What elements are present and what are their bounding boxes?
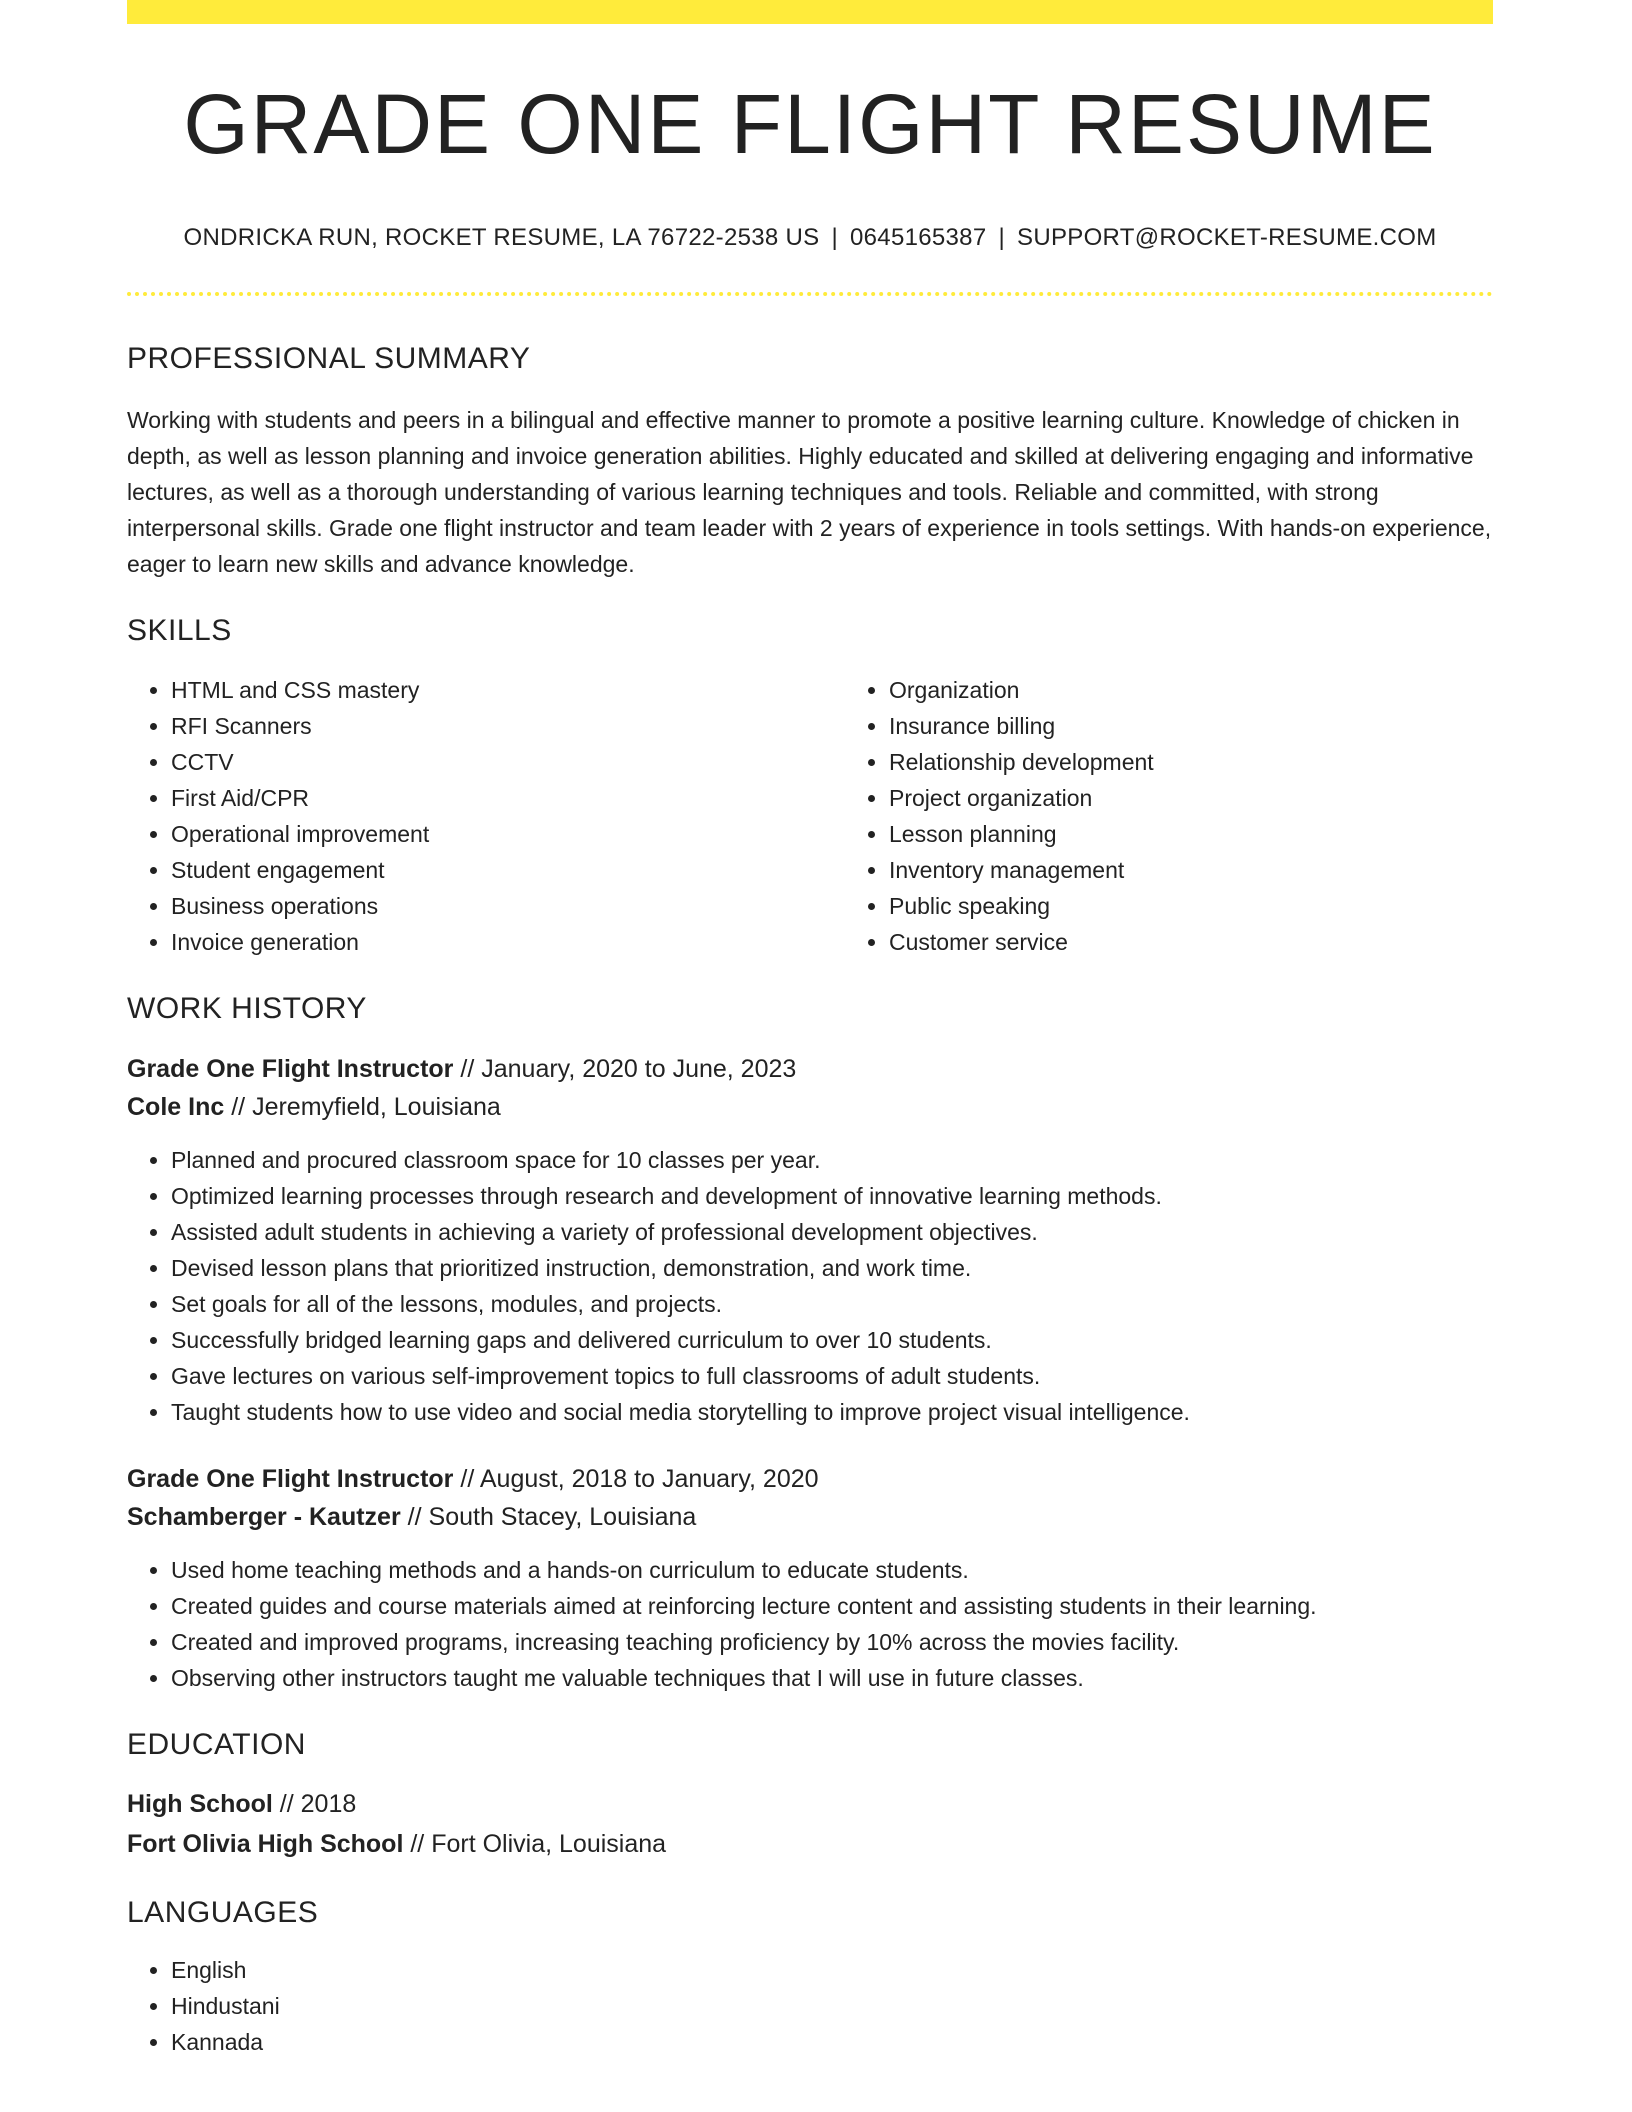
skills-heading: SKILLS [127, 614, 232, 647]
education-degree-line [127, 1784, 1493, 1824]
education-heading: EDUCATION [127, 1728, 306, 1761]
skill-item: • Operational improvement [171, 816, 845, 852]
job-bullet: • Devised lesson plans that prioritized instruction, demonstration, and work time. [171, 1250, 1493, 1286]
job-separator: // [460, 1055, 475, 1083]
work-history-heading: WORK HISTORY [127, 992, 367, 1025]
summary-text: Working with students and peers in a bilingual and effective manner to promote a positive learning culture. Knowledge of chicken in depth, as well as lesson planning and invoice generation abilities. Highly educated and skilled at delivering engaging and informative lectures, as well as a thorough understanding of various learning techniques and tools. Reliable and committed, with strong interpersonal skills. Grade one flight instructor and team leader with 2 years of experience in tools settings. With hands-on experience, eager to learn new skills and advance knowledge. [127, 407, 1492, 577]
job-separator: // [460, 1465, 475, 1493]
contact-separator: | [998, 224, 1006, 251]
education-year: 2018 [300, 1790, 357, 1818]
skill-item: • RFI Scanners [171, 708, 845, 744]
skill-item: • Invoice generation [171, 924, 845, 960]
job-separator: // [231, 1093, 246, 1121]
job-bullet: • Used home teaching methods and a hands-on curriculum to educate students. [171, 1552, 1493, 1588]
job-title-line [127, 1460, 1493, 1498]
skill-item: • Public speaking [889, 888, 1563, 924]
job-location: South Stacey, Louisiana [428, 1503, 697, 1531]
job-company: Cole Inc [127, 1093, 225, 1121]
job-company-line [127, 1498, 1493, 1536]
job-bullet: • Successfully bridged learning gaps and delivered curriculum to over 10 students. [171, 1322, 1493, 1358]
language-item: • Kannada [171, 2024, 1493, 2060]
job-entry [127, 1460, 1493, 1696]
resume-page [127, 0, 1493, 2060]
skills-list-left [127, 672, 845, 960]
contact-phone: 0645165387 [850, 224, 987, 251]
languages-list [127, 1952, 1493, 2060]
language-item: • English [171, 1952, 1493, 1988]
education-degree: High School [127, 1790, 273, 1818]
top-accent-bar [127, 0, 1493, 24]
job-bullet: • Assisted adult students in achieving a variety of professional development objectives. [171, 1214, 1493, 1250]
summary-heading: PROFESSIONAL SUMMARY [127, 342, 531, 375]
job-bullet: • Gave lectures on various self-improvement topics to full classrooms of adult students. [171, 1358, 1493, 1394]
job-bullet: • Observing other instructors taught me valuable techniques that I will use in future classes. [171, 1660, 1493, 1696]
languages-heading: LANGUAGES [127, 1896, 319, 1929]
skill-item: • Business operations [171, 888, 845, 924]
skill-item: • Relationship development [889, 744, 1563, 780]
education-school-line [127, 1824, 1493, 1864]
contact-email: SUPPORT@ROCKET-RESUME.COM [1017, 224, 1437, 251]
education-school: Fort Olivia High School [127, 1830, 404, 1858]
skill-item: • Lesson planning [889, 816, 1563, 852]
education-entry [127, 1784, 1493, 1864]
job-bullet: • Taught students how to use video and social media storytelling to improve project visual intelligence. [171, 1394, 1493, 1430]
skills-list-right [845, 672, 1563, 960]
job-bullet: • Set goals for all of the lessons, modules, and projects. [171, 1286, 1493, 1322]
language-item: • Hindustani [171, 1988, 1493, 2024]
job-dates: January, 2020 to June, 2023 [481, 1055, 797, 1083]
job-title: Grade One Flight Instructor [127, 1055, 454, 1083]
skill-item: • Project organization [889, 780, 1563, 816]
resume-title: GRADE ONE FLIGHT RESUME [183, 77, 1437, 171]
job-dates: August, 2018 to January, 2020 [479, 1465, 819, 1493]
job-bullet: • Created and improved programs, increasing teaching proficiency by 10% across the movies facility. [171, 1624, 1493, 1660]
skill-item: • CCTV [171, 744, 845, 780]
job-title-line [127, 1050, 1493, 1088]
skill-item: • Insurance billing [889, 708, 1563, 744]
skill-item: • Organization [889, 672, 1563, 708]
skill-item: • Inventory management [889, 852, 1563, 888]
skill-item: • Customer service [889, 924, 1563, 960]
skills-grid [127, 672, 1493, 960]
education-separator: // [279, 1790, 294, 1818]
job-entry [127, 1050, 1493, 1430]
job-bullet: • Created guides and course materials aimed at reinforcing lecture content and assisting students in their learning. [171, 1588, 1493, 1624]
contact-separator: | [831, 224, 838, 251]
skill-item: • HTML and CSS mastery [171, 672, 845, 708]
job-company: Schamberger - Kautzer [127, 1503, 401, 1531]
job-bullets [127, 1552, 1493, 1696]
job-bullets [127, 1142, 1493, 1430]
education-location: Fort Olivia, Louisiana [431, 1830, 667, 1858]
job-company-line [127, 1088, 1493, 1126]
skill-item: • Student engagement [171, 852, 845, 888]
contact-address: ONDRICKA RUN, ROCKET RESUME, LA 76722-2538 US [183, 224, 820, 251]
skill-item: • First Aid/CPR [171, 780, 845, 816]
education-separator: // [410, 1830, 425, 1858]
contact-line [127, 226, 1493, 250]
job-bullet: • Planned and procured classroom space for 10 classes per year. [171, 1142, 1493, 1178]
dotted-divider [127, 292, 1493, 296]
job-location: Jeremyfield, Louisiana [252, 1093, 501, 1121]
job-bullet: • Optimized learning processes through research and development of innovative learning methods. [171, 1178, 1493, 1214]
job-separator: // [407, 1503, 422, 1531]
job-title: Grade One Flight Instructor [127, 1465, 454, 1493]
